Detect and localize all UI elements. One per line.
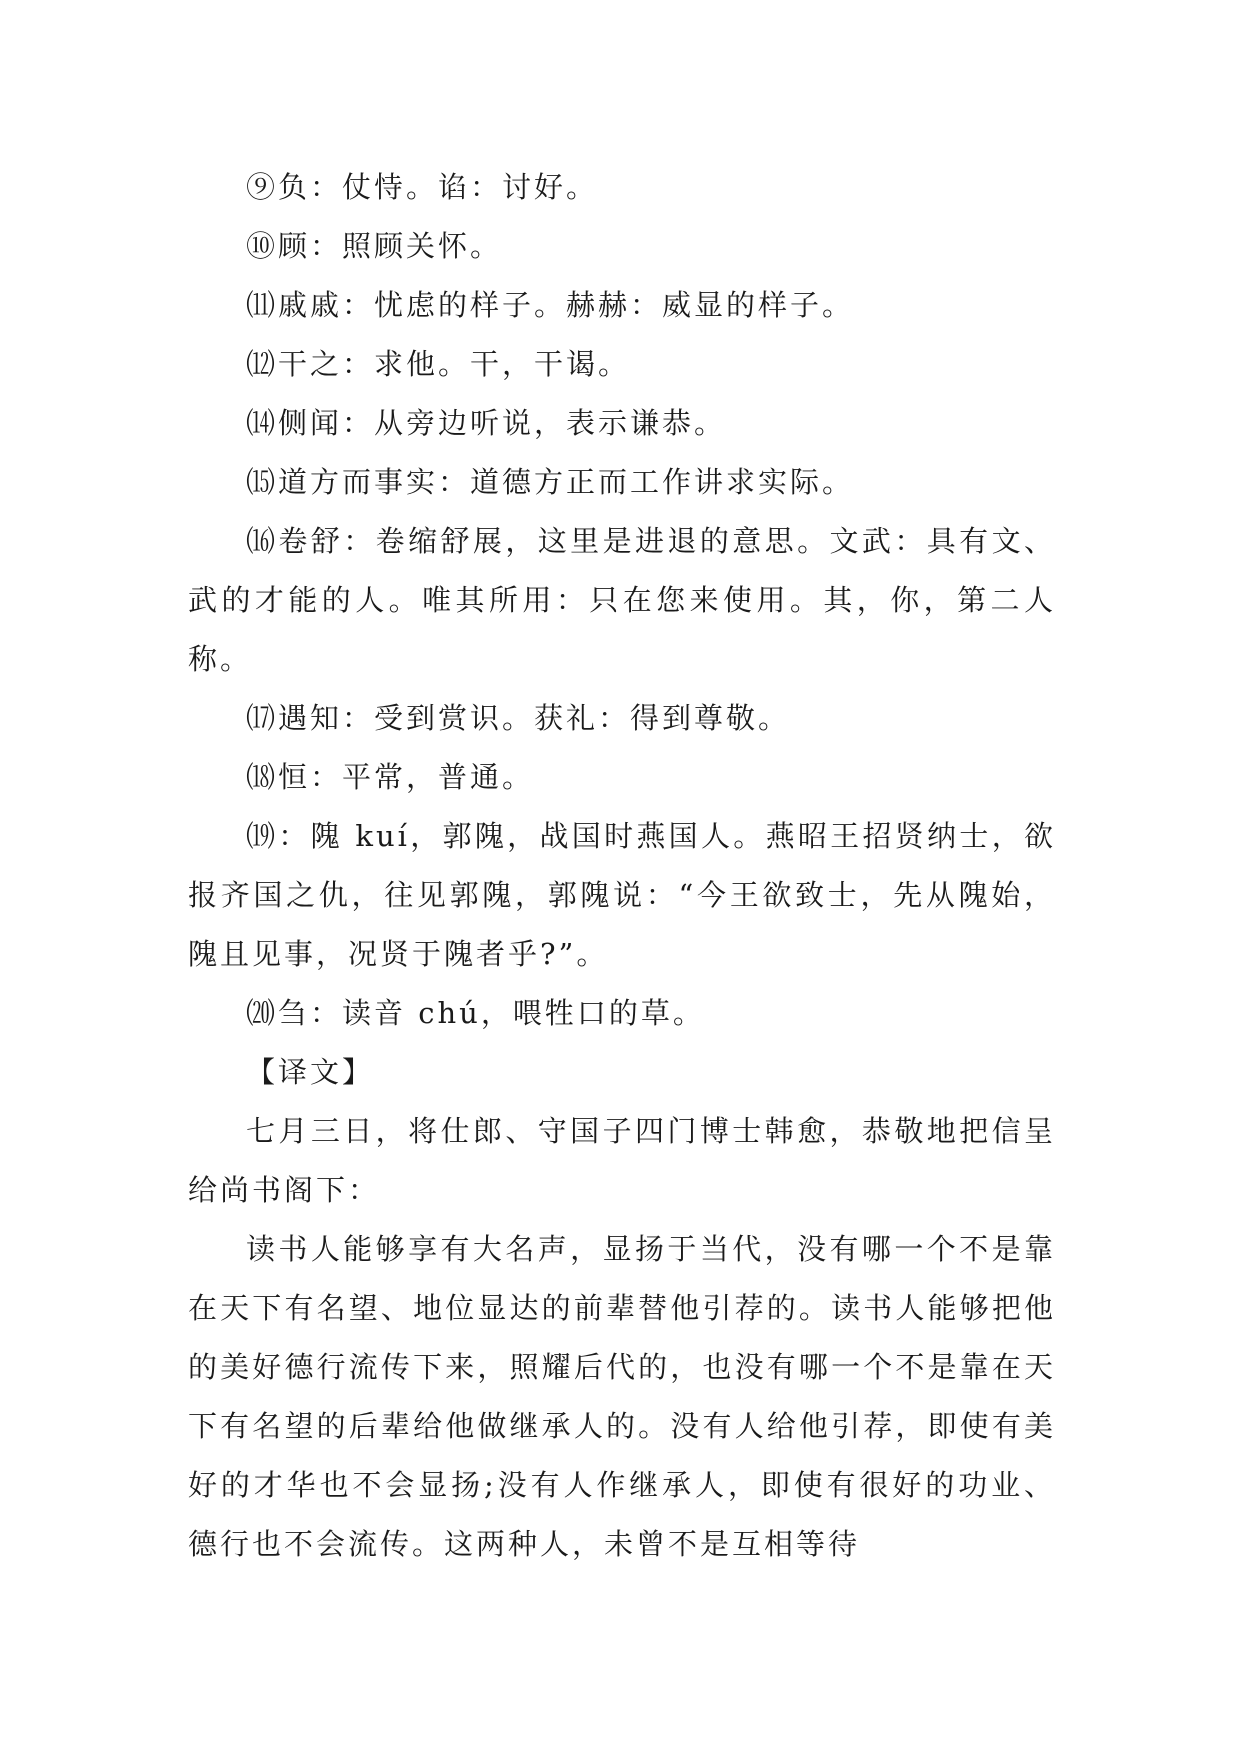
note-15: ⒂道方而事实：道德方正而工作讲求实际。 bbox=[246, 465, 855, 499]
note-9: ⑨负：仗恃。谄：讨好。 bbox=[246, 170, 599, 204]
translation-paragraph-1: 七月三日，将仕郎、守国子四门博士韩愈，恭敬地把信呈给尚书阁下： bbox=[188, 1114, 1056, 1207]
section-heading: 【译文】 bbox=[246, 1055, 375, 1089]
note-19: ⒆：隗 kuí，郭隗，战国时燕国人。燕昭王招贤纳士，欲报齐国之仇，往见郭隗，郭隗说：“今王欲致士，先从隗始，隗且见事，况贤于隗者乎?”。 bbox=[188, 819, 1056, 971]
translation-paragraph-2: 读书人能够享有大名声，显扬于当代，没有哪一个不是靠在天下有名望、地位显达的前辈替他引荐的。读书人能够把他的美好德行流传下来，照耀后代的，也没有哪一个不是靠在天下有名望的后辈给他做继承人的。没有人给他引荐，即使有美好的才华也不会显扬;没有人作继承人，即使有很好的功业、德行也不会流传。这两种人，未曾不是互相等待 bbox=[188, 1232, 1056, 1561]
note-12: ⑿干之：求他。干，干谒。 bbox=[246, 347, 631, 381]
note-10: ⑩顾：照顾关怀。 bbox=[246, 229, 503, 263]
note-17: ⒄遇知：受到赏识。获礼：得到尊敬。 bbox=[246, 701, 791, 735]
note-20: ⒇刍：读音 chú，喂牲口的草。 bbox=[246, 996, 705, 1030]
document-body bbox=[188, 158, 1056, 1574]
note-16: ⒃卷舒：卷缩舒展，这里是进退的意思。文武：具有文、武的才能的人。唯其所用：只在您来使用。其，你，第二人称。 bbox=[188, 524, 1056, 676]
note-18: ⒅恒：平常，普通。 bbox=[246, 760, 535, 794]
note-11: ⑾戚戚：忧虑的样子。赫赫：威显的样子。 bbox=[246, 288, 855, 322]
note-14: ⒁侧闻：从旁边听说，表示谦恭。 bbox=[246, 406, 727, 440]
